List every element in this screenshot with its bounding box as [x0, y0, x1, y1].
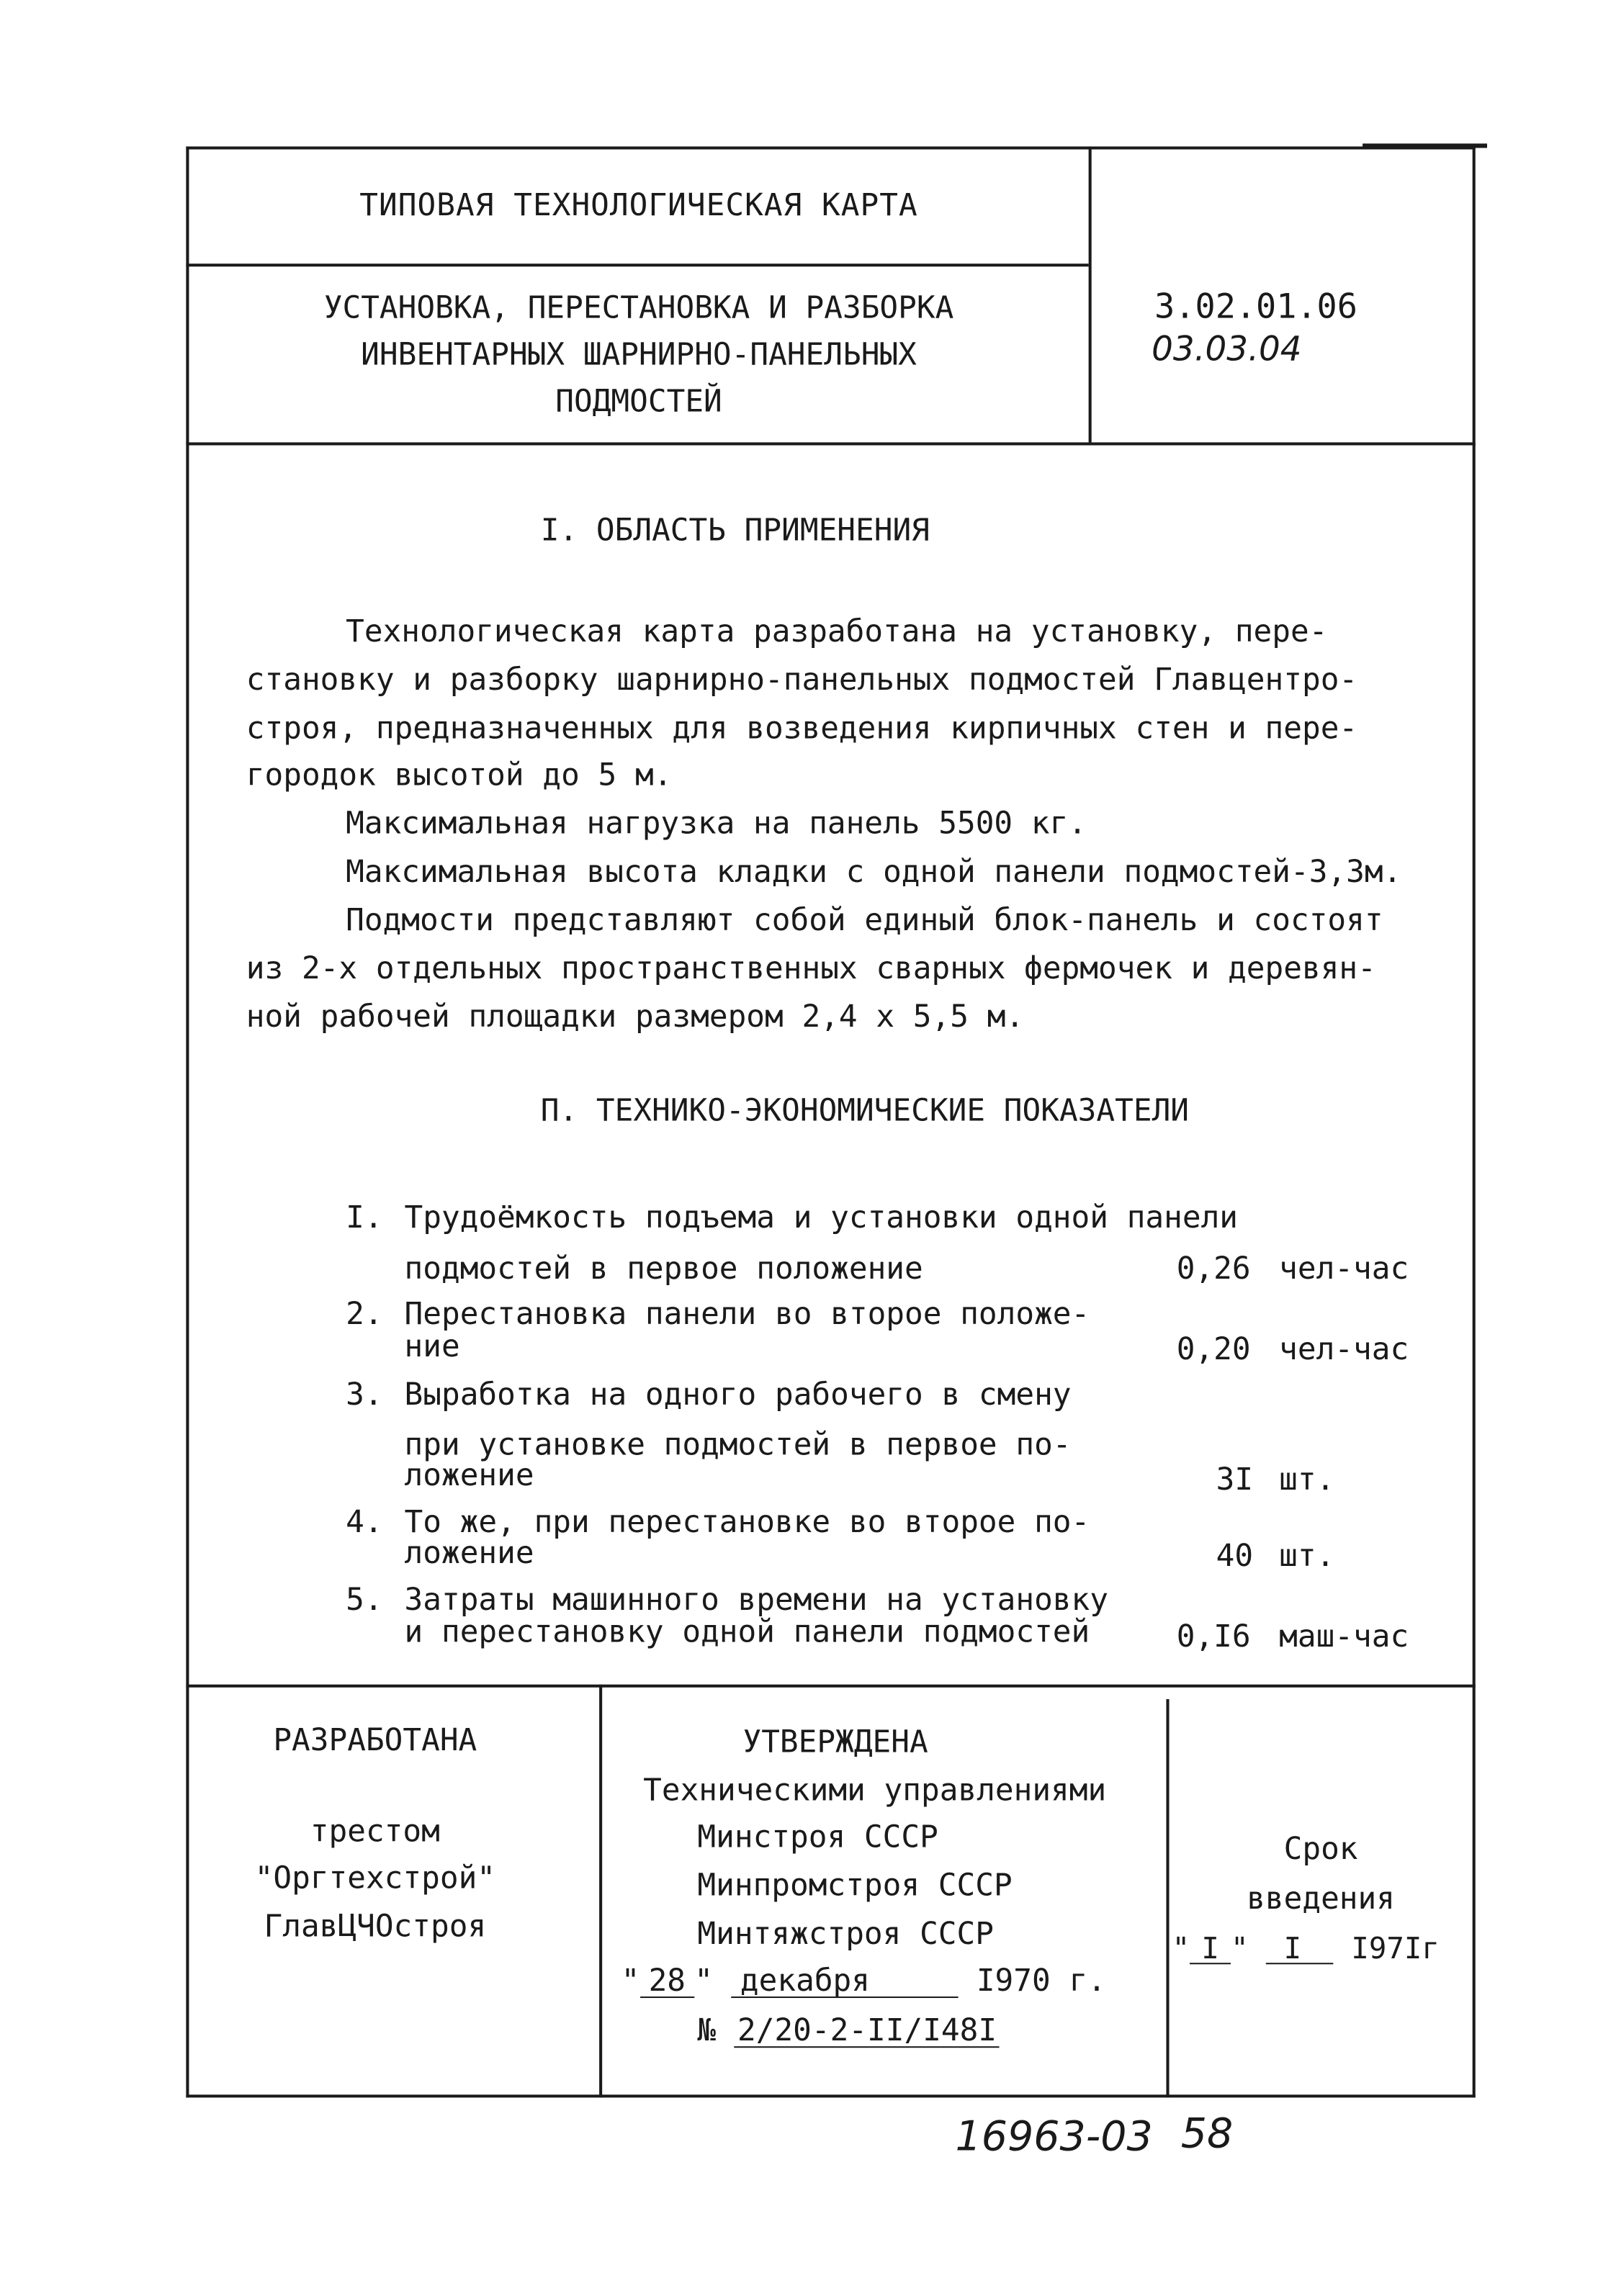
approved-heading: УТВЕРЖДЕНА — [742, 1724, 928, 1760]
approved-date: " 28 " декабря I970 г. — [621, 1963, 1106, 1999]
card-type-label: ТИПОВАЯ ТЕХНОЛОГИЧЕСКАЯ КАРТА — [359, 187, 918, 223]
footer-divider-1 — [599, 1685, 602, 2098]
header-bottom-line — [186, 442, 1475, 445]
indicator-text: и перестановку одной панели подмостей — [404, 1614, 1090, 1649]
indicator-value: 0,26 — [1176, 1251, 1251, 1287]
section1-line: Технологическая карта разработана на установку, пере- — [346, 613, 1328, 649]
effective-line: Срок — [1283, 1831, 1358, 1866]
indicator-number: 5. — [346, 1582, 383, 1618]
effective-month: I — [1266, 1934, 1334, 1965]
section1-heading: I. ОБЛАСТЬ ПРИМЕНЕНИЯ — [540, 513, 930, 548]
indicator-text: ложение — [404, 1535, 534, 1570]
section2-heading: П. ТЕХНИКО-ЭКОНОМИЧЕСКИЕ ПОКАЗАТЕЛИ — [540, 1092, 1190, 1128]
indicator-unit: чел-час — [1279, 1331, 1409, 1367]
section1-line: городок высотой до 5 м. — [246, 757, 673, 793]
card-title-line: ИНВЕНТАРНЫХ ШАРНИРНО-ПАНЕЛЬНЫХ — [361, 336, 917, 372]
card-code: 3.02.01.06 — [1154, 288, 1357, 327]
effective-year: I97Iг — [1351, 1930, 1440, 1966]
indicator-text: ложение — [404, 1457, 534, 1493]
frame-top — [186, 146, 1475, 149]
indicator-value: 40 — [1216, 1538, 1254, 1574]
approved-line: Минпромстроя СССР — [697, 1867, 1013, 1903]
approved-line: Минстроя СССР — [697, 1819, 938, 1855]
developed-line: "Оргтехстрой" — [254, 1860, 496, 1896]
section1-line: из 2-х отдельных пространственных сварных фермочек и деревян- — [246, 950, 1376, 986]
approved-number-value: 2/20-2-II/I48I — [735, 2015, 1000, 2048]
indicator-unit: шт. — [1279, 1538, 1335, 1574]
indicator-text: подмостей в первое положение — [404, 1251, 923, 1287]
section1-line: становку и разборку шарнирно-панельных подмостей Главцентро- — [246, 662, 1358, 698]
section1-line: ной рабочей площадки размером 2,4 х 5,5 м. — [246, 999, 1025, 1035]
approved-date-year: I970 г. — [976, 1963, 1106, 1999]
indicator-value: 0,I6 — [1176, 1619, 1251, 1654]
indicator-unit: чел-час — [1279, 1251, 1409, 1287]
indicator-text: Перестановка панели во второе положе- — [404, 1296, 1090, 1332]
header-divider-vertical — [1089, 146, 1092, 442]
approved-number — [697, 2012, 1000, 2048]
effective-date: " I " I I97Iг — [1172, 1930, 1440, 1966]
indicator-value: 0,20 — [1176, 1331, 1251, 1367]
indicator-number: 3. — [346, 1377, 383, 1413]
frame-right — [1473, 146, 1476, 2097]
indicator-text: при установке подмостей в первое по- — [404, 1426, 1072, 1462]
frame-top-thick — [1363, 143, 1487, 148]
developed-heading: РАЗРАБОТАНА — [273, 1722, 477, 1758]
effective-day: I — [1190, 1934, 1231, 1965]
developed-line: трестом — [310, 1813, 440, 1849]
indicator-number: 4. — [346, 1504, 383, 1540]
approved-line: Техническими управлениями — [643, 1772, 1107, 1808]
stamp-page: 58 — [1180, 2109, 1234, 2158]
section1-line: Максимальная нагрузка на панель 5500 кг. — [346, 805, 1087, 841]
section1-line: строя, предназначенных для возведения кирпичных стен и пере- — [246, 710, 1358, 746]
effective-line: введения — [1247, 1881, 1396, 1917]
approved-date-day: 28 — [639, 1966, 694, 1998]
approved-date-month: декабря — [732, 1966, 958, 1998]
indicator-text: ние — [404, 1328, 460, 1364]
approved-number-prefix: № — [697, 2012, 717, 2048]
card-code-handwritten: 03.03.04 — [1152, 330, 1302, 369]
section1-line: Подмости представляют собой единый блок-панель и состоят — [346, 902, 1383, 938]
footer-top-line — [186, 1685, 1475, 1688]
approved-line: Минтяжстроя СССР — [697, 1916, 994, 1951]
card-title-line: ПОДМОСТЕЙ — [555, 384, 722, 419]
indicator-number: 2. — [346, 1296, 383, 1332]
indicator-unit: шт. — [1279, 1462, 1335, 1498]
indicator-value: 3I — [1216, 1462, 1254, 1498]
header-divider-horizontal — [186, 264, 1088, 266]
indicator-text: Выработка на одного рабочего в смену — [404, 1377, 1072, 1413]
indicator-text: Трудоёмкость подъема и установки одной панели — [404, 1199, 1239, 1235]
developed-line: ГлавЦЧОстроя — [264, 1908, 487, 1944]
section1-line: Максимальная высота кладки с одной панели подмостей-3,3м. — [346, 854, 1402, 889]
indicator-text: Затраты машинного времени на установку — [404, 1582, 1108, 1618]
card-title — [189, 284, 1088, 425]
indicator-unit: маш-час — [1279, 1619, 1409, 1654]
frame-left — [186, 146, 189, 2097]
card-title-line: УСТАНОВКА, ПЕРЕСТАНОВКА И РАЗБОРКА — [323, 289, 954, 325]
frame-bottom — [186, 2094, 1475, 2097]
stamp-number: 16963-03 — [955, 2112, 1153, 2161]
indicator-number: I. — [346, 1199, 383, 1235]
indicator-text: То же, при перестановке во второе по- — [404, 1504, 1090, 1540]
